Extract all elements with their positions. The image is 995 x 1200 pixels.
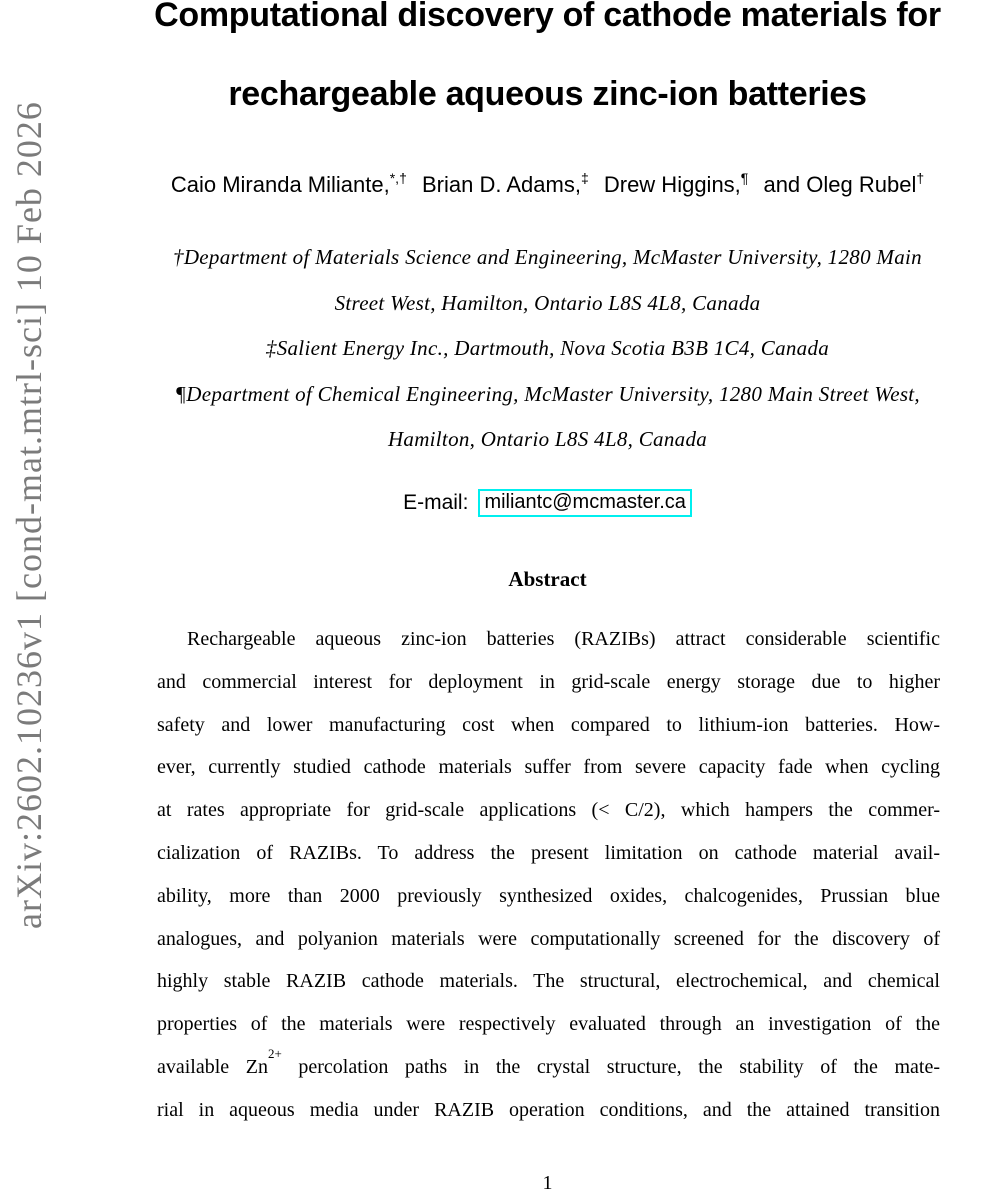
abstract-line-zn-post: percolation paths in the crystal structure, the stability of the mate-	[281, 1055, 940, 1078]
author-line	[100, 171, 995, 198]
abstract-line: at rates appropriate for grid-scale applications (< C/2), which hampers the commer-	[157, 799, 940, 822]
abstract-line: highly stable RAZIB cathode materials. The structural, electrochemical, and chemical	[157, 970, 940, 993]
email-label: E-mail:	[403, 491, 469, 514]
abstract-line: and commercial interest for deployment in grid-scale energy storage due to higher	[157, 670, 940, 693]
author-3	[763, 172, 924, 197]
arxiv-watermark	[0, 0, 58, 1030]
affiliation-line: Street West, Hamilton, Ontario L8S 4L8, Canada	[334, 290, 761, 315]
author-name: Brian D. Adams,	[421, 172, 581, 198]
abstract-line: cialization of RAZIBs. To address the present limitation on cathode material avail-	[157, 841, 940, 864]
author-affiliation-mark: *,†	[389, 170, 407, 186]
abstract-line-zn-pre: available Zn	[157, 1055, 268, 1078]
abstract-zn-superscript: 2+	[267, 1046, 282, 1062]
email-link[interactable]: miliantc@mcmaster.ca	[478, 489, 691, 517]
affiliation-line: ‡Salient Energy Inc., Dartmouth, Nova Scotia B3B 1C4, Canada	[265, 336, 830, 360]
arxiv-watermark-text: arXiv:2602.10236v1 [cond-mat.mtrl-sci] 10 Feb 2026	[9, 101, 49, 929]
abstract-line: safety and lower manufacturing cost when compared to lithium-ion batteries. How-	[157, 713, 940, 736]
paper-title	[100, 0, 995, 134]
abstract-line: ability, more than 2000 previously synthesized oxides, chalcogenides, Prussian blue	[157, 884, 940, 907]
author-2	[604, 172, 748, 197]
abstract-line: ever, currently studied cathode materials suffer from severe capacity fade when cycling	[157, 756, 940, 779]
paper-title-line-2: rechargeable aqueous zinc-ion batteries	[228, 75, 867, 113]
affiliation-line: ¶Department of Chemical Engineering, McMaster University, 1280 Main Street West,	[175, 381, 920, 406]
author-0	[171, 172, 407, 197]
author-affiliation-mark: ‡	[580, 170, 589, 186]
paper-page	[100, 0, 995, 1200]
abstract-line: Rechargeable aqueous zinc-ion batteries (RAZIBs) attract considerable scientific	[187, 628, 940, 650]
email-row	[100, 489, 995, 517]
abstract-line: rial in aqueous media under RAZIB operation conditions, and the attained transition	[157, 1098, 940, 1121]
paper-title-line-1: Computational discovery of cathode materials for	[154, 0, 941, 34]
abstract-heading: Abstract	[508, 567, 587, 591]
author-1	[422, 172, 589, 197]
author-name: Caio Miranda Miliante,	[170, 172, 390, 198]
affiliation-line: †Department of Materials Science and Engineering, McMaster University, 1280 Main	[173, 245, 922, 269]
abstract-body	[157, 618, 940, 1132]
affiliation-line: Hamilton, Ontario L8S 4L8, Canada	[387, 427, 708, 451]
abstract-line-zn	[157, 1046, 940, 1089]
page-number: 1	[542, 1172, 553, 1194]
author-name: Drew Higgins,	[603, 172, 741, 198]
abstract-line: analogues, and polyanion materials were computationally screened for the discovery of	[157, 927, 940, 950]
affiliations-block	[100, 235, 995, 463]
author-affiliation-mark: ¶	[740, 170, 749, 186]
author-affiliation-mark: †	[916, 170, 925, 186]
abstract-line: properties of the materials were respectively evaluated through an investigation of the	[157, 1013, 940, 1036]
author-name: and Oleg Rubel	[763, 172, 917, 198]
